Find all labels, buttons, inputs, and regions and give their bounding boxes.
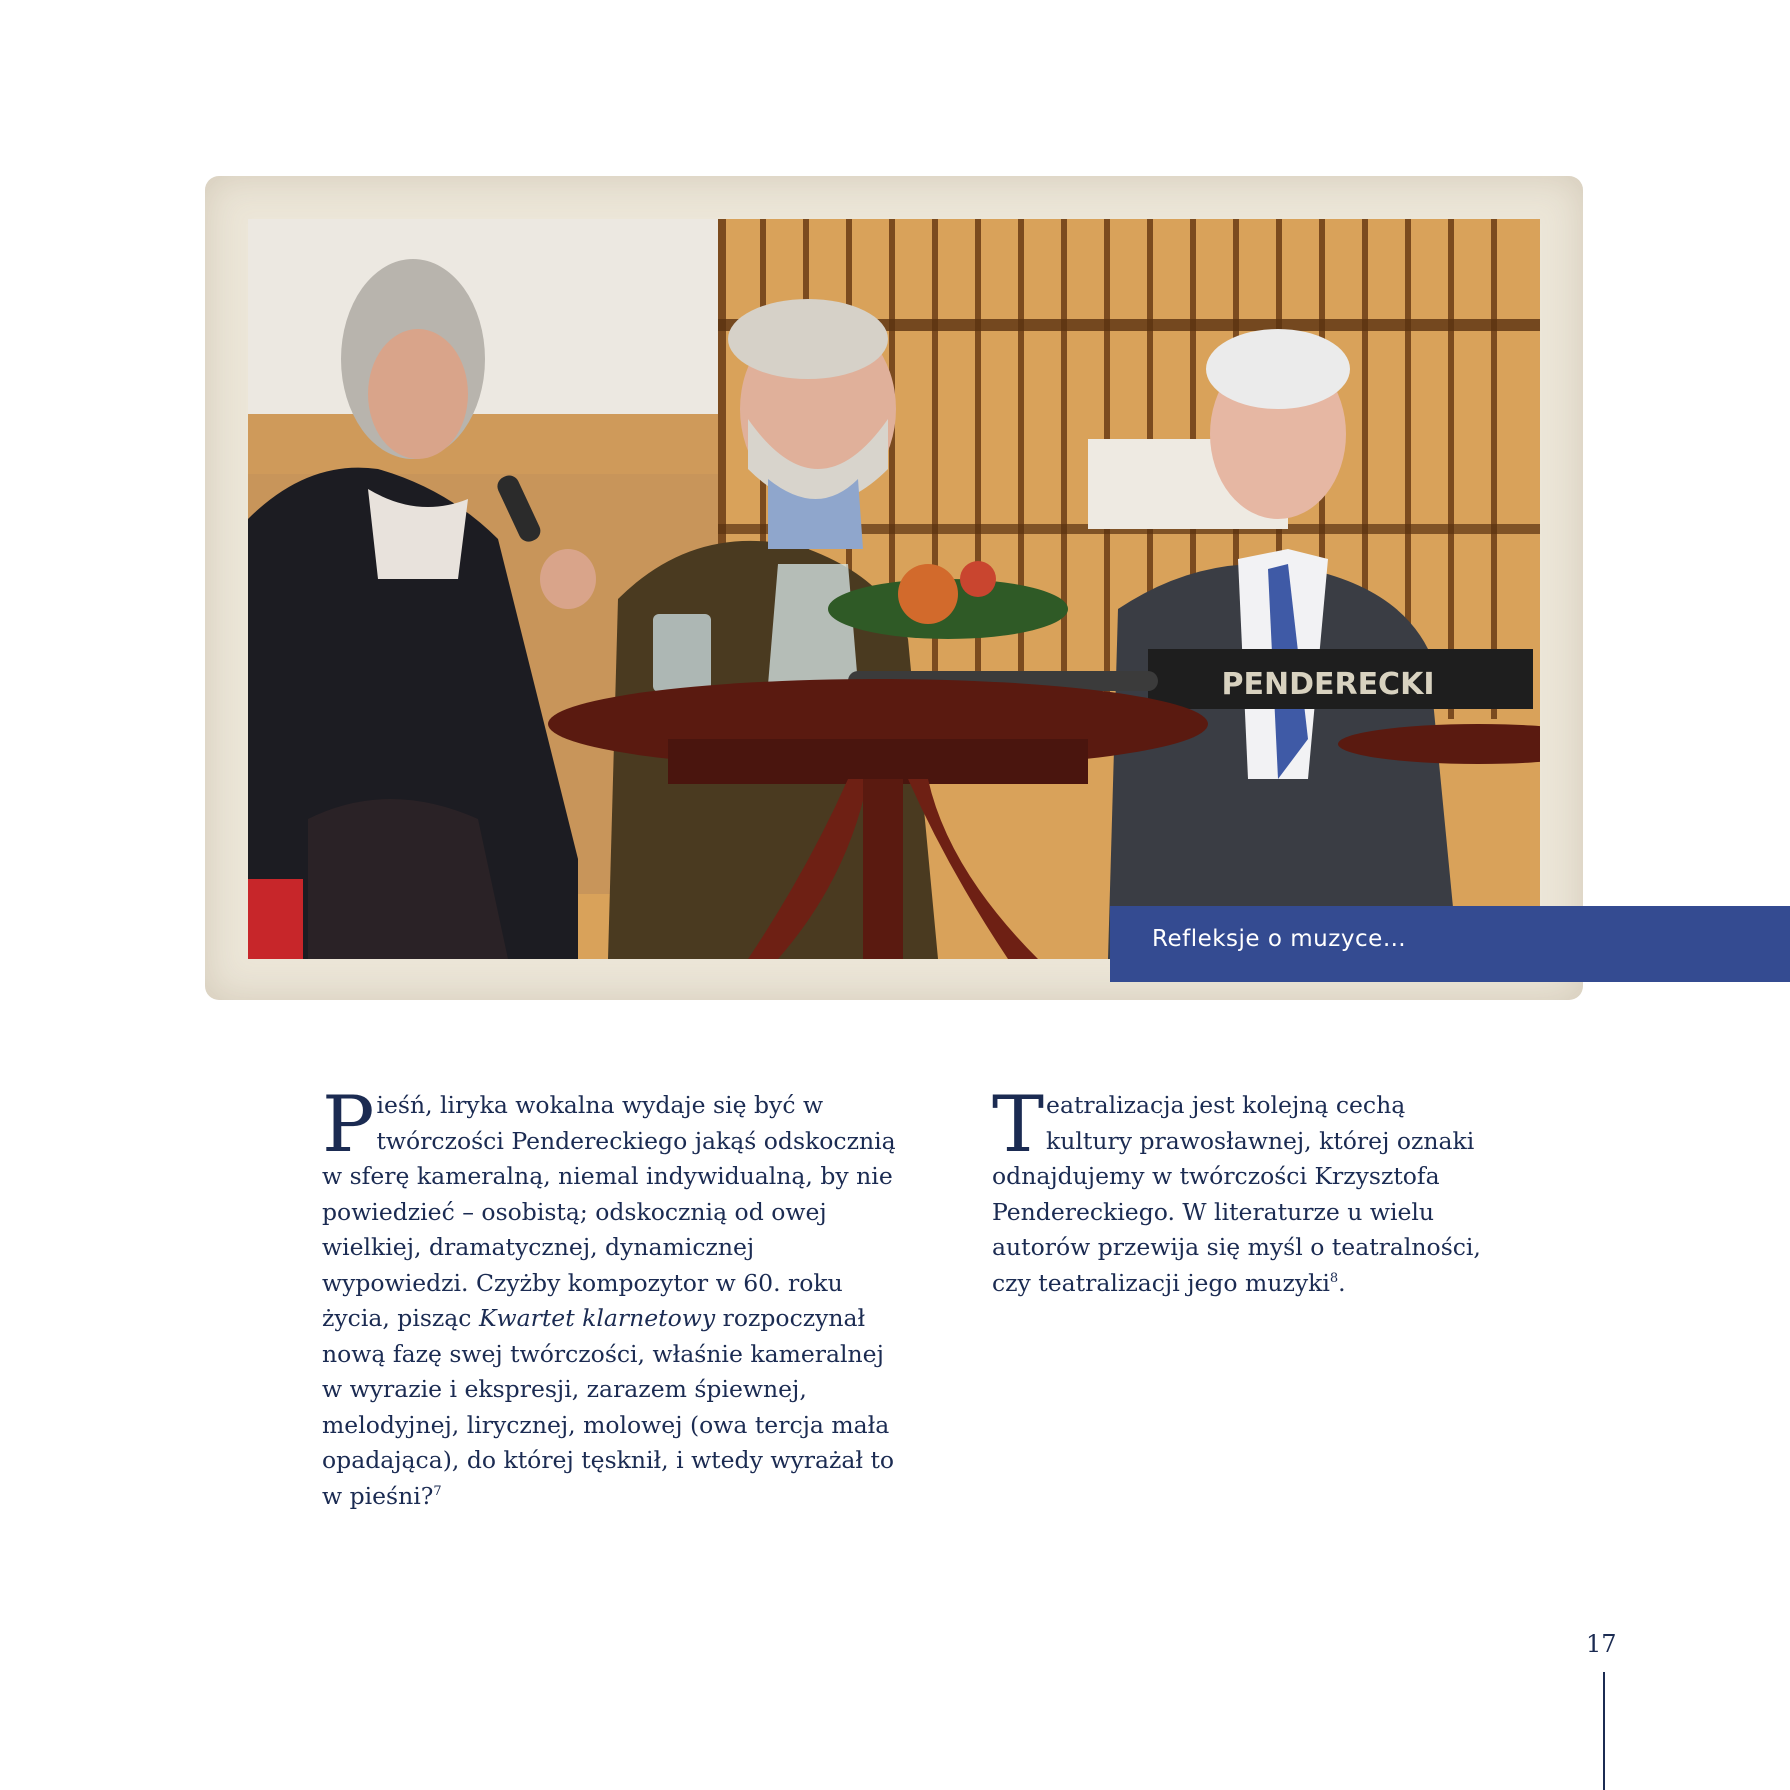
right-text-end: . bbox=[1338, 1268, 1346, 1297]
right-column bbox=[992, 1080, 1492, 1301]
page-rule bbox=[1603, 1672, 1605, 1790]
right-text: eatralizacja jest kolejną cechą kultury prawosławnej, której oznaki odnajdujemy w twórczości Krzysztofa Pendereckiego. W literaturze u wielu autorów przewija się myśl o teatralności, czy teatralizacji jego muzyki bbox=[992, 1091, 1481, 1297]
dropcap-t: T bbox=[992, 1080, 1045, 1170]
caption-bar bbox=[1110, 906, 1790, 982]
footnote-7: 7 bbox=[433, 1483, 442, 1499]
left-italic-title: Kwartet klarnetowy bbox=[478, 1304, 716, 1332]
page-number: 17 bbox=[1586, 1630, 1617, 1658]
left-text-before: ieśń, liryka wokalna wydaje się być w twórczości Pendereckiego jakąś odskocznią w sferę kameralną, niemal indywidualną, by nie powiedzieć – osobistą; odskocznią od owej wielkiej, dramatycznej, dynamicznej wypowiedzi. Czyżby kompozytor w 60. roku życia, pisząc bbox=[322, 1091, 896, 1332]
left-column bbox=[322, 1080, 900, 1514]
left-paragraph bbox=[322, 1080, 900, 1514]
name-plate-text: PENDERECKI bbox=[1221, 667, 1435, 702]
dropcap-p: P bbox=[322, 1080, 375, 1170]
photo-frame bbox=[205, 176, 1583, 1000]
footnote-8: 8 bbox=[1329, 1270, 1339, 1286]
event-photo bbox=[248, 219, 1540, 959]
left-text-after: rozpoczynał nową fazę swej twórczości, właśnie kameralnej w wyrazie i ekspresji, zarazem śpiewnej, melodyjnej, lirycznej, molowej (owa tercja mała opadająca), do której tęsknił, i wtedy wyrażał to w pieśni? bbox=[322, 1304, 895, 1510]
caption-text: Refleksje o muzyce… bbox=[1152, 926, 1407, 952]
right-paragraph bbox=[992, 1080, 1492, 1301]
